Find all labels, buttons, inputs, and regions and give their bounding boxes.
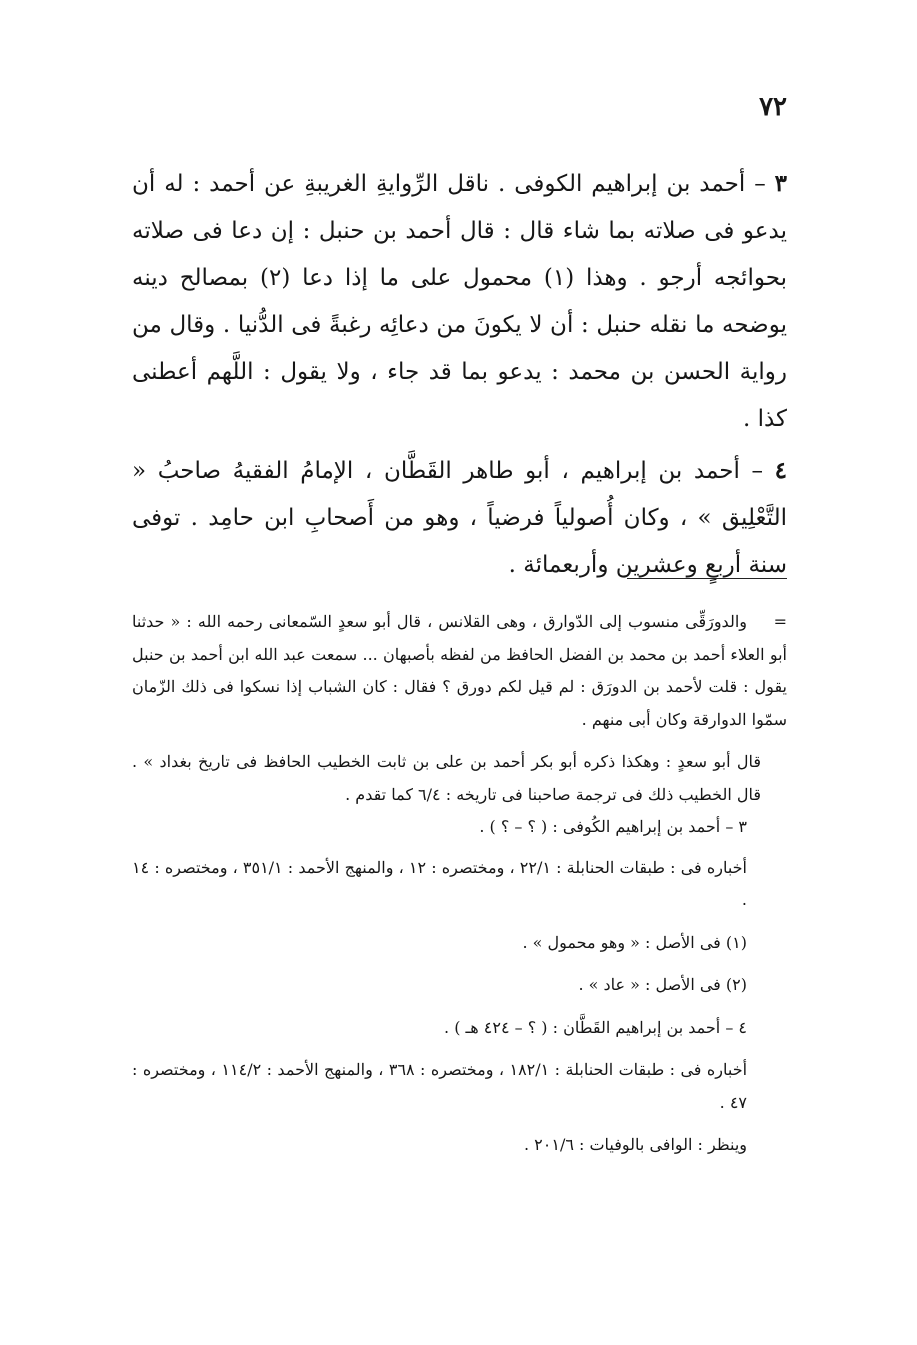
- footnotes: [132, 606, 787, 1162]
- footnote-paragraph: قال أبو سعدٍ : وهكذا ذكره أبو بكر أحمد بن على بن ثابت الخطيب الحافظ فى تاريخ بغداد » . قال الخطيب ذلك فى ترجمة صاحبنا فى تاريخه : ٦/٤ كما تقدم .: [132, 752, 761, 804]
- main-text: [132, 160, 787, 593]
- page-number: ٧٢: [759, 92, 787, 122]
- entry-text: – أحمد بن إبراهيم الكوفى . ناقل الرِّوايةِ الغريبةِ عن أحمد : له أن يدعو فى صلاته بما شاء قال : قال أحمد بن حنبل : إن دعا فى صلاته بحوائجه أرجو . وهذا (١) محمول على ما إذا دعا (٢) بمصالح دينه يوضحه ما نقله حنبل : أن لا يكونَ من دعائِه رغبةً فى الدُّنيا . وقال من رواية الحسن بن محمد : يدعو بما قد جاء ، ولا يقول : اللَّهم أعطنى كذا .: [132, 171, 787, 432]
- entry-number: ٣: [774, 170, 788, 197]
- entry-3: [132, 160, 787, 443]
- entry-4: [132, 447, 787, 589]
- footnote-sources: أخباره فى : طبقات الحنابلة : ١٨٢/١ ، ومختصره : ٣٦٨ ، والمنهج الأحمد : ١١٤/٢ ، ومختصره : ٤٧ .: [132, 1060, 748, 1112]
- footnote-text: والدورَقِّى منسوب إلى الدّوارق ، وهى القلانس ، قال أبو سعدٍ السّمعانى رحمه الله : « حدثنا أبو العلاء أحمد بن محمد بن الفضل الحافظ من لفظه بأصبهان ... سمعت عبد الله ابن أحمد بن حنبل يقول : قلت لأحمد بن الدورَق : لم قيل لكم دورق ؟ فقال : كان الشباب إذا نسكوا فى ذلك الزّمان سمّوا الدوارقة وكان أبى منهم .: [132, 612, 788, 729]
- footnote-continuation: [132, 606, 787, 736]
- entry-text: – أحمد بن إبراهيم ، أبو طاهر القَطَّان ، الإمامُ الفقيهُ صاحبُ « التَّعْلِيق » ، وكان أُصولياً فرضياً ، وهو من أَصحابِ ابن حامِد . توفى سنة أربعٍ وعشرين وأربعمائة .: [132, 458, 787, 578]
- footnote-sources: أخباره فى : طبقات الحنابلة : ٢٢/١ ، ومختصره : ١٢ ، والمنهج الأحمد : ٣٥١/١ ، ومختصره : ١٤ .: [132, 857, 747, 909]
- footnote-entry-heading: ٤ – أحمد بن إبراهيم القَطَّان : ( ؟ – ٤٢٤ هـ ) .: [444, 1017, 747, 1037]
- footnote-see-also: وينظر : الوافى بالوفيات : ٢٠١/٦ .: [523, 1135, 747, 1154]
- continuation-mark: =: [773, 612, 787, 631]
- footnote-note: (٢) فى الأصل : « عاد » .: [578, 975, 747, 994]
- footnote-entry-heading: ٣ – أحمد بن إبراهيم الكُوفى : ( ؟ – ؟ ) .: [479, 817, 747, 836]
- entry-number: ٤: [774, 457, 787, 484]
- footnote-divider: [627, 578, 787, 579]
- footnote-note: (١) فى الأصل : « وهو محمول » .: [522, 932, 747, 952]
